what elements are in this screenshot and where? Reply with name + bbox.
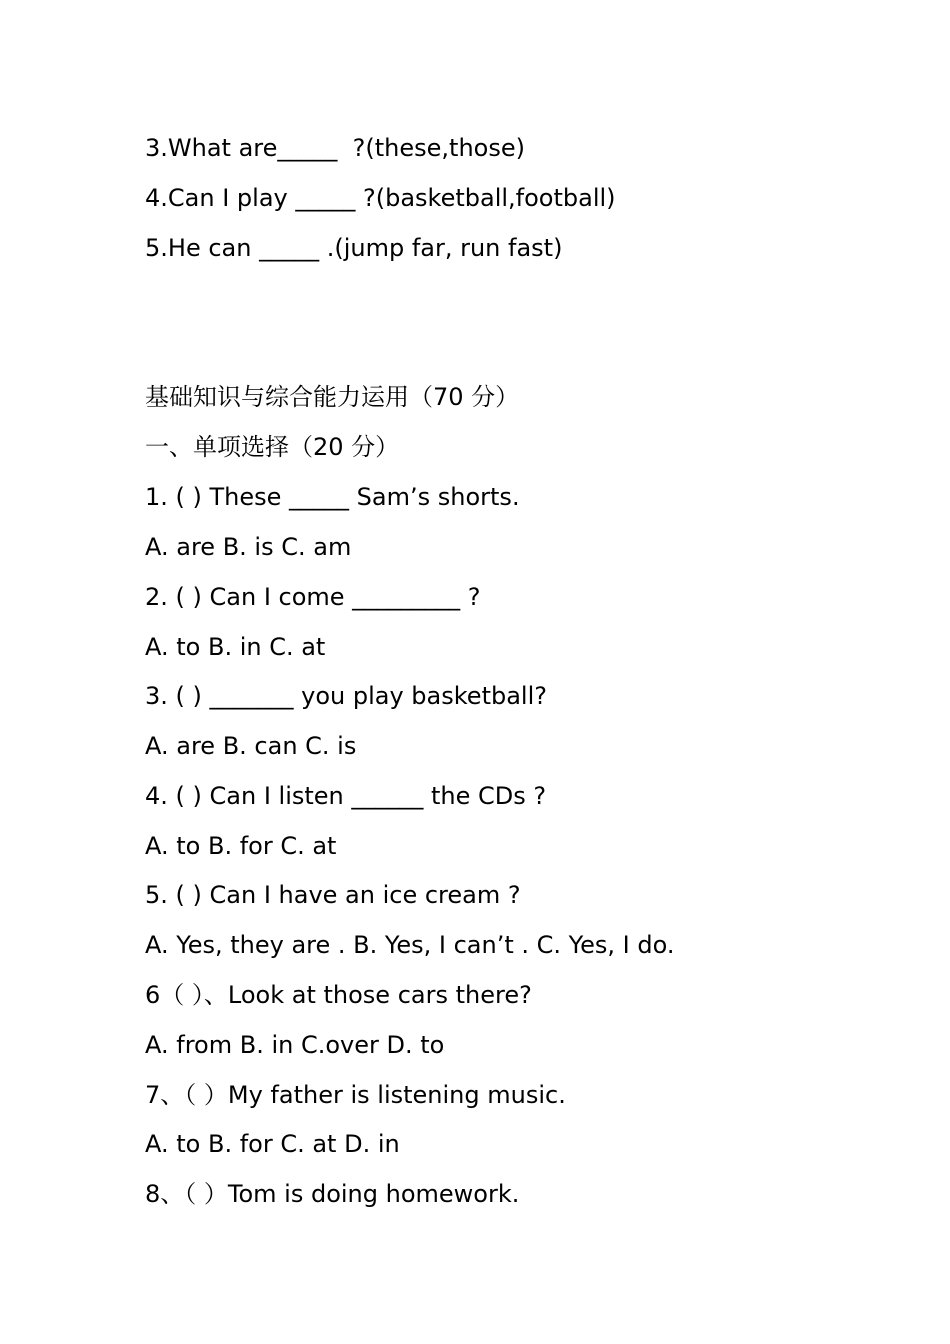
question-8: 8、（ ）Tom is doing homework. (145, 1180, 520, 1208)
question-7-options: A. to B. for C. at D. in (145, 1130, 400, 1158)
question-4: 4. ( ) Can I listen ______ the CDs ? (145, 782, 547, 810)
fill-in-line-5: 5.He can _____ .(jump far, run fast) (145, 234, 563, 262)
fill-in-line-3: 3.What are_____ ?(these,those) (145, 134, 525, 162)
fill-in-line-4: 4.Can I play _____ ?(basketball,football) (145, 184, 616, 212)
question-7: 7、（ ）My father is listening music. (145, 1081, 566, 1109)
section-heading: 基础知识与综合能力运用（70 分） (145, 383, 520, 411)
subsection-heading: 一、单项选择（20 分） (145, 433, 400, 461)
question-5-options: A. Yes, they are . B. Yes, I can’t . C. Yes, I do. (145, 931, 675, 959)
question-2: 2. ( ) Can I come _________ ? (145, 583, 481, 611)
question-3: 3. ( ) _______ you play basketball? (145, 682, 547, 710)
question-1: 1. ( ) These _____ Sam’s shorts. (145, 483, 520, 511)
question-3-options: A. are B. can C. is (145, 732, 357, 760)
question-6: 6（ ）、Look at those cars there? (145, 981, 532, 1009)
question-2-options: A. to B. in C. at (145, 633, 326, 661)
question-1-options: A. are B. is C. am (145, 533, 352, 561)
question-6-options: A. from B. in C.over D. to (145, 1031, 445, 1059)
question-5: 5. ( ) Can I have an ice cream ? (145, 881, 521, 909)
question-4-options: A. to B. for C. at (145, 832, 337, 860)
